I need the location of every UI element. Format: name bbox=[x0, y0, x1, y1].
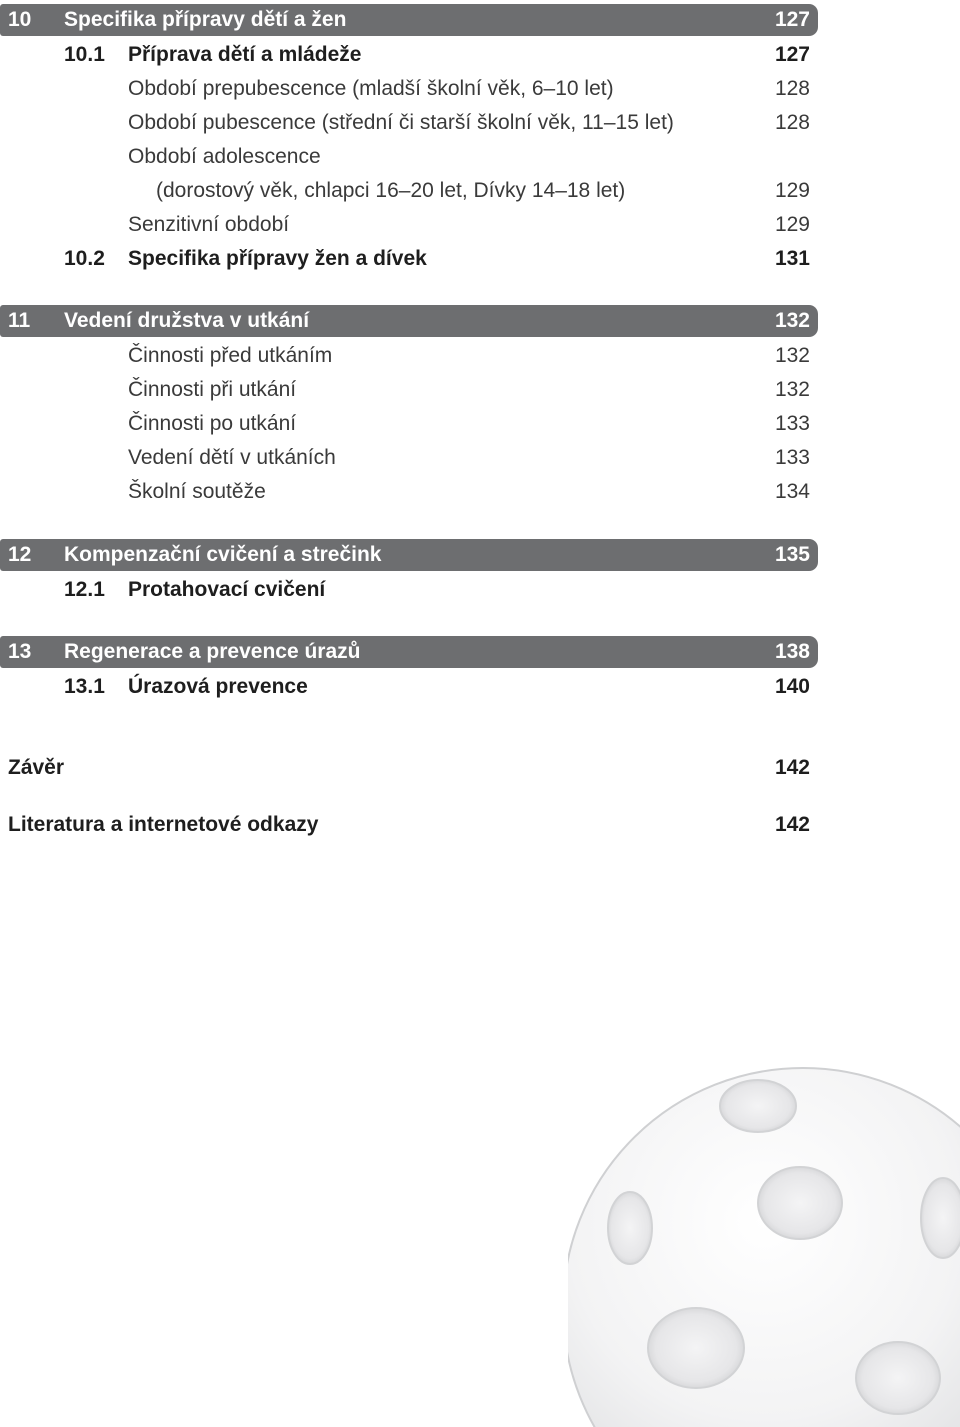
chapter-number: 13 bbox=[8, 640, 32, 663]
entry-title: Závěr bbox=[8, 756, 65, 779]
entry-title: Vedení dětí v utkáních bbox=[128, 446, 336, 469]
page-number: 138 bbox=[774, 640, 810, 663]
chapter-number: 12 bbox=[8, 543, 32, 566]
section-10-2 bbox=[0, 242, 818, 276]
section-12-1 bbox=[0, 573, 818, 607]
chapter-number: 10 bbox=[8, 8, 32, 31]
page-number: 127 bbox=[774, 8, 810, 31]
entry-title: Období prepubescence (mladší školní věk, 6–10 let) bbox=[128, 77, 614, 100]
chapter-title: Specifika přípravy dětí a žen bbox=[64, 8, 347, 31]
chapter-title: Regenerace a prevence úrazů bbox=[64, 640, 361, 663]
toc-entry bbox=[0, 72, 818, 106]
toc-entry bbox=[0, 407, 818, 441]
entry-title: Literatura a internetové odkazy bbox=[8, 813, 319, 836]
section-title: Příprava dětí a mládeže bbox=[128, 43, 362, 66]
section-title: Protahovací cvičení bbox=[128, 578, 326, 601]
page-number: 133 bbox=[774, 446, 810, 469]
chapter-13-heading bbox=[0, 636, 818, 668]
page-number: 134 bbox=[774, 480, 810, 503]
toc-entry bbox=[0, 373, 818, 407]
toc-conclusion bbox=[0, 751, 818, 785]
entry-title: (dorostový věk, chlapci 16–20 let, Dívky 14–18 let) bbox=[156, 179, 626, 202]
page-number: 135 bbox=[774, 543, 810, 566]
page-number: 127 bbox=[774, 43, 810, 66]
chapter-12-heading bbox=[0, 539, 818, 571]
chapter-title: Kompenzační cvičení a strečink bbox=[64, 543, 382, 566]
entry-title: Činnosti po utkání bbox=[128, 412, 297, 435]
entry-title: Činnosti před utkáním bbox=[128, 344, 333, 367]
page-number: 142 bbox=[774, 756, 810, 779]
toc-references bbox=[0, 808, 818, 842]
entry-title: Činnosti při utkání bbox=[128, 378, 297, 401]
page-number: 128 bbox=[774, 77, 810, 100]
chapter-10-heading bbox=[0, 4, 818, 36]
entry-title: Školní soutěže bbox=[128, 480, 266, 503]
toc-entry bbox=[0, 475, 818, 509]
page-number: 131 bbox=[774, 247, 810, 270]
entry-title: Období pubescence (střední či starší školní věk, 11–15 let) bbox=[128, 111, 674, 134]
page-number: 129 bbox=[774, 179, 810, 202]
chapter-11-heading bbox=[0, 305, 818, 337]
section-number: 12.1 bbox=[64, 578, 105, 601]
page-number: 129 bbox=[774, 213, 810, 236]
page-number: 132 bbox=[774, 344, 810, 367]
section-title: Specifika přípravy žen a dívek bbox=[128, 247, 427, 270]
section-number: 13.1 bbox=[64, 675, 105, 698]
section-number: 10.2 bbox=[64, 247, 105, 270]
section-13-1 bbox=[0, 670, 818, 704]
page-number: 142 bbox=[774, 813, 810, 836]
section-number: 10.1 bbox=[64, 43, 105, 66]
entry-title: Senzitivní období bbox=[128, 213, 290, 236]
page-number: 132 bbox=[774, 378, 810, 401]
page-number: 132 bbox=[774, 309, 810, 332]
entry-title: Období adolescence bbox=[128, 145, 321, 168]
chapter-title: Vedení družstva v utkání bbox=[64, 309, 310, 332]
page-number: 140 bbox=[774, 675, 810, 698]
page-number: 128 bbox=[774, 111, 810, 134]
toc-entry bbox=[0, 140, 818, 174]
toc-entry bbox=[0, 339, 818, 373]
toc-entry bbox=[0, 106, 818, 140]
toc-entry bbox=[0, 208, 818, 242]
page-number: 133 bbox=[774, 412, 810, 435]
floorball-ball-icon bbox=[568, 1048, 960, 1427]
toc-entry-continuation bbox=[0, 174, 818, 208]
section-10-1 bbox=[0, 38, 818, 72]
chapter-number: 11 bbox=[8, 309, 31, 332]
toc-entry bbox=[0, 441, 818, 475]
section-title: Úrazová prevence bbox=[128, 675, 308, 698]
